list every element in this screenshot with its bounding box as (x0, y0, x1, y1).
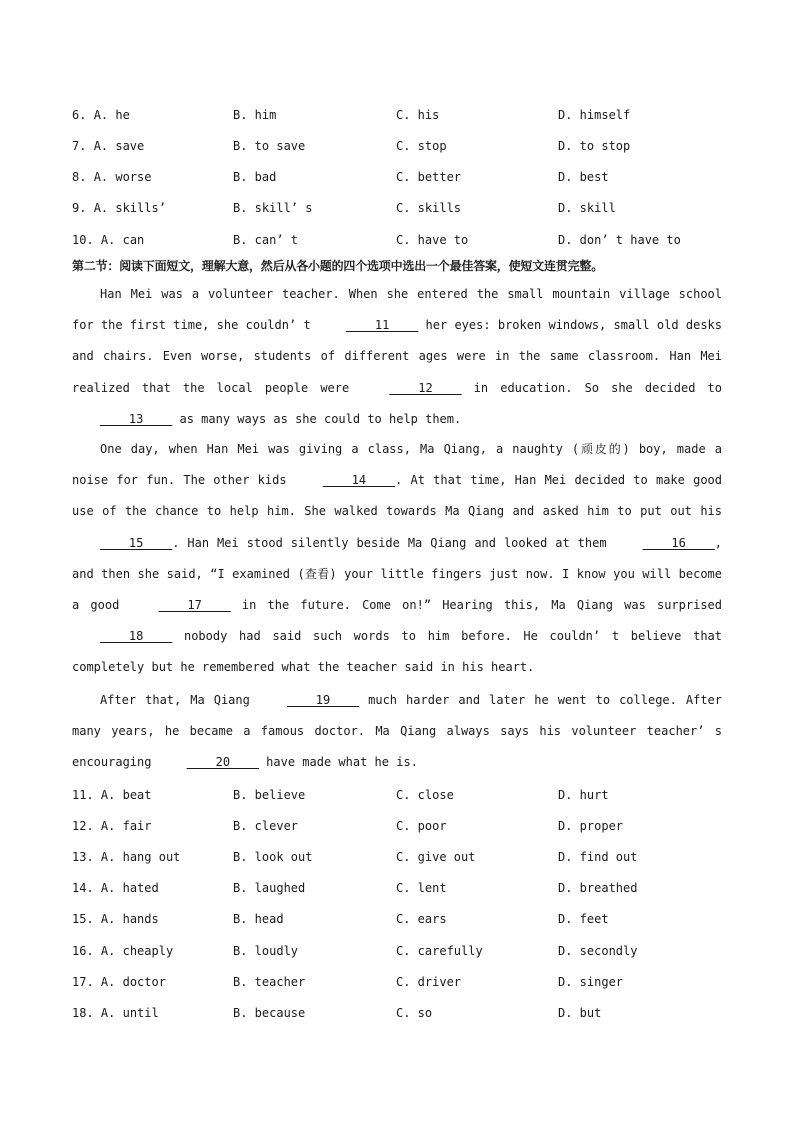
option-c: C. lent (396, 881, 447, 895)
question-row (72, 786, 732, 804)
question-row (72, 199, 732, 217)
option-d: D. to stop (558, 139, 631, 153)
question-number: 13. (72, 850, 94, 864)
option-a: 13. A. hang out (72, 850, 181, 864)
question-number: 11. (72, 788, 94, 802)
question-row (72, 942, 732, 960)
question-number: 9. (72, 201, 87, 215)
option-c: C. skills (396, 201, 462, 215)
option-d: D. hurt (558, 788, 609, 802)
option-a: 16. A. cheaply (72, 944, 174, 958)
question-row (72, 973, 732, 991)
option-c: C. better (396, 170, 462, 184)
blank-13: ____13____ (100, 411, 173, 426)
option-b: B. believe (233, 788, 306, 802)
question-number: 7. (72, 139, 87, 153)
blank-11: ____11____ (345, 318, 419, 333)
option-c: C. ears (396, 912, 447, 926)
option-c: C. have to (396, 233, 469, 247)
blank-12: ____12____ (389, 380, 462, 395)
question-row (72, 848, 732, 866)
option-d: D. secondly (558, 944, 638, 958)
blank-19: ____19____ (286, 693, 360, 707)
option-d: D. find out (558, 850, 638, 864)
blank-17: ____17____ (158, 598, 231, 613)
option-d: D. himself (558, 108, 631, 122)
option-b: B. loudly (233, 944, 299, 958)
option-d: D. breathed (558, 881, 638, 895)
option-c: C. so (396, 1006, 433, 1020)
blank-14: ____14____ (322, 473, 396, 488)
option-c: C. stop (396, 139, 447, 153)
blank-18: ____18____ (100, 629, 173, 644)
option-c: C. poor (396, 819, 447, 833)
question-row (72, 1004, 732, 1022)
option-b: B. clever (233, 819, 299, 833)
option-b: B. can’ t (233, 233, 299, 247)
option-a: 15. A. hands (72, 912, 159, 926)
question-row (72, 879, 732, 897)
option-b: B. bad (233, 170, 277, 184)
blank-20: ____20____ (186, 755, 259, 770)
question-number: 6. (72, 108, 87, 122)
question-row (72, 910, 732, 928)
option-c: C. driver (396, 975, 462, 989)
question-number: 14. (72, 881, 94, 895)
option-c: C. close (396, 788, 454, 802)
option-d: D. best (558, 170, 609, 184)
passage-paragraph-3: After that, Ma Qiang ____19____ much harder and later he went to college. After many years, he became a famous doctor. Ma Qiang always says his volunteer teacher’ s encouraging ____20____ have made what he is. (72, 685, 722, 779)
option-b: B. look out (233, 850, 313, 864)
blank-15: ____15____ (100, 535, 173, 550)
option-a: 9. A. skills’ (72, 201, 166, 215)
option-c: C. his (396, 108, 440, 122)
option-d: D. proper (558, 819, 624, 833)
question-number: 16. (72, 944, 94, 958)
option-d: D. but (558, 1006, 602, 1020)
option-c: C. give out (396, 850, 476, 864)
option-d: D. skill (558, 201, 616, 215)
option-a: 18. A. until (72, 1006, 159, 1020)
option-d: D. singer (558, 975, 624, 989)
question-row (72, 106, 732, 124)
question-number: 18. (72, 1006, 94, 1020)
option-a: 8. A. worse (72, 170, 152, 184)
option-b: B. laughed (233, 881, 306, 895)
option-b: B. skill’ s (233, 201, 313, 215)
question-number: 10. (72, 233, 94, 247)
section-title: 第二节：阅读下面短文，理解大意，然后从各小题的四个选项中选出一个最佳答案，使短文连贯完整。 (72, 259, 604, 273)
option-a: 11. A. beat (72, 788, 152, 802)
option-a: 7. A. save (72, 139, 145, 153)
option-a: 14. A. hated (72, 881, 159, 895)
option-d: D. don’ t have to (558, 233, 681, 247)
question-number: 12. (72, 819, 94, 833)
option-b: B. to save (233, 139, 306, 153)
passage-paragraph-1: Han Mei was a volunteer teacher. When she entered the small mountain village school for the first time, she couldn’ t ____11____ her eyes: broken windows, small old desks and chairs. Even worse, students of different ages were in the same classroom. Han Mei realized that the local people were ____12____ in education. So she decided to ____13____ as many ways as she could to help them. (72, 279, 722, 435)
option-d: D. feet (558, 912, 609, 926)
question-number: 8. (72, 170, 87, 184)
question-number: 17. (72, 975, 94, 989)
option-b: B. because (233, 1006, 306, 1020)
option-b: B. him (233, 108, 277, 122)
question-row (72, 817, 732, 835)
passage-paragraph-2: One day, when Han Mei was giving a class, Ma Qiang, a naughty (顽皮的) boy, made a noise for fun. The other kids ____14____. At that time, Han Mei decided to make good use of the chance to help him. She walked towards Ma Qiang and asked him to put out his ____15____. Han Mei stood silently beside Ma Qiang and looked at them ____16____, and then she said, “I examined (查看) your little fingers just now. I know you will become a good ____17____ in the future. Come on!” Hearing this, Ma Qiang was surprised ____18____ nobody had said such words to him before. He couldn’ t believe that completely but he remembered what the teacher said in his heart. (72, 442, 722, 675)
option-a: 12. A. fair (72, 819, 152, 833)
option-b: B. head (233, 912, 284, 926)
question-row (72, 168, 732, 186)
question-row (72, 137, 732, 155)
question-number: 15. (72, 912, 94, 926)
question-row (72, 231, 732, 249)
option-a: 17. A. doctor (72, 975, 166, 989)
option-b: B. teacher (233, 975, 306, 989)
option-a: 6. A. he (72, 108, 130, 122)
blank-16: ____16____ (642, 535, 715, 550)
option-a: 10. A. can (72, 233, 145, 247)
option-c: C. carefully (396, 944, 483, 958)
